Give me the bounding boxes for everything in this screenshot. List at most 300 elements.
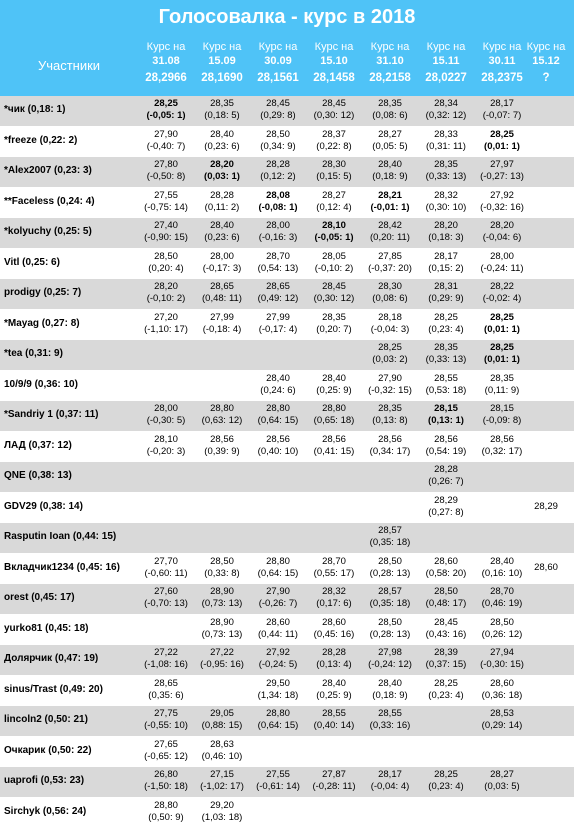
forecast-cell [362,342,418,366]
column-actual-rate: 28,2966 [145,72,187,84]
forecast-score: (-0,18: 4) [202,323,242,335]
forecast-score: (0,30: 12) [313,293,355,304]
column-date: 31.10 [376,55,404,67]
forecast-value: 28,50 [434,586,458,597]
forecast-score: (-0,16: 3) [258,232,298,243]
forecast-cell [474,373,530,397]
column-date: 30.11 [488,55,516,67]
forecast-cell [474,769,530,793]
forecast-value: 28,28 [210,189,234,201]
forecast-score: (0,23: 4) [428,781,464,792]
forecast-cell [474,98,530,122]
forecast-cell [418,434,474,458]
forecast-cell [194,708,250,732]
forecast-cell [306,403,362,427]
forecast-value: 28,25 [154,98,178,109]
forecast-value: 28,60 [534,561,558,573]
forecast-score: (0,03: 2) [372,354,408,365]
table-row [0,188,574,219]
table-header [0,0,574,96]
forecast-value: 28,17 [378,769,402,780]
participant-name: *kolyuchy (0,25: 5) [4,226,92,237]
forecast-value: 28,21 [378,189,402,201]
forecast-value: 28,35 [490,372,514,384]
participant-name: *чик (0,18: 1) [4,104,66,115]
table-row [0,554,574,585]
forecast-score: (0,48: 17) [425,598,467,609]
table-row [0,157,574,188]
table-row [0,493,574,524]
forecast-value: 28,10 [154,433,178,445]
forecast-cell [194,129,250,153]
forecast-cell [250,678,306,702]
forecast-cell [250,403,306,427]
column-label: Курс на [202,41,242,53]
forecast-score: (0,26: 12) [481,628,523,640]
forecast-value: 27,80 [154,159,178,170]
column-date: 15.11 [432,55,460,67]
forecast-cell [306,617,362,641]
column-actual-rate: 28,1561 [257,72,299,84]
forecast-score: (0,11: 2) [204,201,240,213]
forecast-cell [250,251,306,275]
forecast-cell [518,501,574,513]
forecast-score: (0,50: 9) [148,811,184,823]
forecast-value: 28,17 [490,98,514,109]
participant-name: 10/9/9 (0,36: 10) [4,378,78,390]
forecast-score: (0,15: 2) [428,262,464,274]
forecast-score: (0,12: 2) [260,171,296,182]
forecast-cell [250,617,306,641]
forecast-score: (0,28: 13) [369,567,411,579]
forecast-cell [418,342,474,366]
participant-name: *Sandriy 1 (0,37: 11) [4,409,99,420]
forecast-value: 28,80 [154,799,178,811]
forecast-score: (0,23: 6) [204,140,240,152]
forecast-score: (-0,07: 7) [482,110,522,121]
forecast-value: 27,98 [378,647,402,658]
forecast-value: 29,50 [266,677,290,689]
table-row [0,127,574,158]
column-date: 30.09 [264,55,292,67]
column-date: 15.10 [320,55,348,67]
table-row [0,767,574,798]
forecast-value: 28,35 [210,98,234,109]
forecast-score: (-0,20: 3) [146,445,186,457]
forecast-value: 27,85 [378,250,402,262]
forecast-value: 28,15 [434,403,458,414]
forecast-value: 28,20 [210,159,234,170]
forecast-score: (0,29: 8) [260,110,296,121]
forecast-value: 28,05 [322,250,346,262]
forecast-score: (0,34: 17) [369,445,411,457]
forecast-value: 27,15 [210,769,234,780]
forecast-value: 28,30 [322,159,346,170]
forecast-cell [418,129,474,153]
forecast-cell [250,281,306,305]
participant-name: yurko81 (0,45: 18) [4,622,89,634]
participant-name: orest (0,45: 17) [4,592,75,603]
forecast-cell [138,647,194,671]
forecast-value: 28,10 [322,220,346,231]
forecast-score: (0,29: 9) [428,293,464,304]
forecast-score: (0,13: 1) [428,415,464,426]
forecast-value: 28,45 [322,281,346,292]
forecast-value: 28,00 [490,250,514,262]
participant-name: uaprofi (0,53: 23) [4,775,85,786]
forecast-value: 28,00 [266,220,290,231]
forecast-value: 28,55 [322,708,346,719]
table-row [0,218,574,249]
forecast-score: (0,64: 15) [257,415,299,426]
forecast-score: (0,63: 12) [201,415,243,426]
forecast-cell [194,800,250,824]
forecast-cell [306,98,362,122]
forecast-score: (0,46: 19) [481,598,523,609]
forecast-cell [194,556,250,580]
forecast-cell [418,312,474,336]
column-label: Курс на [146,41,186,53]
forecast-value: 28,45 [322,98,346,109]
forecast-score: (0,23: 6) [204,232,240,243]
forecast-cell [306,159,362,183]
forecast-score: (0,58: 20) [425,567,467,579]
forecast-cell [418,556,474,580]
forecast-value: 28,30 [378,281,402,292]
forecast-score: (0,40: 10) [257,445,299,457]
forecast-cell [418,190,474,214]
forecast-score: (0,28: 13) [369,628,411,640]
forecast-cell [306,312,362,336]
participant-name: *tea (0,31: 9) [4,348,63,359]
forecast-score: (0,18: 9) [372,689,408,701]
forecast-cell [306,586,362,610]
table-row [0,584,574,615]
forecast-cell [418,495,474,519]
forecast-cell [362,190,418,214]
column-label: Курс на [482,41,522,53]
forecast-score: (-1,50: 18) [144,781,188,792]
participant-name: QNE (0,38: 13) [4,470,72,481]
column-label: Курс на [370,41,410,53]
table-title: Голосовалка - курс в 2018 [158,6,416,28]
forecast-score: (-0,04: 6) [482,232,522,243]
forecast-score: (0,35: 6) [148,689,184,701]
forecast-score: (-0,95: 16) [200,659,244,670]
forecast-cell [362,556,418,580]
forecast-score: (0,13: 8) [372,415,408,426]
forecast-cell [194,617,250,641]
column-date: 15.09 [208,55,236,67]
forecast-value: 28,25 [490,342,514,353]
participant-name: *Alex2007 (0,23: 3) [4,165,92,176]
forecast-cell [362,312,418,336]
forecast-cell [138,129,194,153]
forecast-score: (0,45: 16) [313,628,355,640]
forecast-score: (0,29: 14) [481,720,523,731]
forecast-value: 27,90 [266,586,290,597]
forecast-value: 28,60 [490,677,514,689]
forecast-score: (-0,70: 13) [144,598,188,609]
forecast-score: (-0,02: 4) [482,293,522,304]
forecast-value: 28,35 [378,403,402,414]
forecast-cell [362,220,418,244]
forecast-cell [306,373,362,397]
forecast-score: (0,33: 8) [204,567,240,579]
forecast-value: 28,60 [266,616,290,628]
forecast-score: (0,20: 11) [370,232,410,243]
forecast-score: (1,03: 18) [201,811,243,823]
participant-name: ЛАД (0,37: 12) [4,439,72,451]
forecast-value: 28,20 [154,281,178,292]
forecast-value: 27,87 [322,769,346,780]
table-row [0,615,574,646]
forecast-value: 28,28 [266,159,290,170]
forecast-cell [194,586,250,610]
forecast-score: (0,33: 13) [425,171,467,182]
forecast-value: 28,50 [154,250,178,262]
forecast-score: (-0,17: 4) [258,323,298,335]
forecast-score: (0,25: 9) [316,689,352,701]
forecast-cell [306,647,362,671]
forecast-value: 28,40 [266,372,290,384]
forecast-cell [194,190,250,214]
forecast-value: 28,00 [210,250,234,262]
forecast-value: 28,56 [378,433,402,445]
forecast-cell [138,739,194,763]
forecast-score: (-0,30: 15) [480,659,524,670]
forecast-value: 27,55 [266,769,290,780]
forecast-value: 28,40 [322,372,346,384]
forecast-cell [418,98,474,122]
table-row [0,96,574,127]
forecast-cell [138,251,194,275]
forecast-value: 27,90 [154,128,178,140]
forecast-cell [194,281,250,305]
forecast-value: 28,20 [434,220,458,231]
forecast-cell [362,769,418,793]
forecast-cell [138,403,194,427]
forecast-score: (-0,37: 20) [368,262,412,274]
forecast-score: (-0,55: 10) [144,720,188,731]
forecast-value: 28,65 [154,677,178,689]
forecast-value: 28,60 [322,616,346,628]
forecast-cell [306,220,362,244]
forecast-value: 28,39 [434,647,458,658]
forecast-value: 29,05 [210,708,234,719]
forecast-cell [418,647,474,671]
forecast-value: 28,65 [210,281,234,292]
forecast-value: 28,25 [434,311,458,323]
forecast-value: 28,35 [378,98,402,109]
column-header [518,40,574,85]
column-label: Курс на [258,41,298,53]
forecast-value: 28,56 [490,433,514,445]
forecast-value: 28,27 [322,189,346,201]
forecast-score: (-0,75: 14) [144,201,188,213]
table-row [0,523,574,554]
forecast-score: (0,54: 13) [257,262,299,274]
forecast-cell [362,586,418,610]
forecast-cell [250,556,306,580]
participant-name: Sirchyk (0,56: 24) [4,805,87,817]
forecast-score: (0,34: 9) [260,140,296,152]
column-actual-rate: 28,1458 [313,72,355,84]
forecast-score: (1,34: 18) [257,689,299,701]
forecast-cell [138,769,194,793]
forecast-value: 28,63 [210,738,234,750]
forecast-value: 28,40 [378,159,402,170]
forecast-value: 28,40 [210,128,234,140]
participant-name: Rasputin Ioan (0,44: 15) [4,531,117,542]
forecast-score: (0,15: 5) [316,171,352,182]
forecast-value: 28,35 [322,311,346,323]
forecast-value: 28,56 [210,433,234,445]
forecast-cell [474,190,530,214]
forecast-cell [194,251,250,275]
forecast-value: 28,18 [378,311,402,323]
forecast-cell [194,98,250,122]
table-row [0,798,574,829]
column-actual-rate: 28,0227 [425,72,467,84]
forecast-score: (-0,05: 1) [146,110,186,121]
forecast-cell [362,708,418,732]
forecast-value: 28,80 [266,708,290,719]
table-row [0,706,574,737]
forecast-value: 28,53 [490,708,514,719]
table-row [0,310,574,341]
forecast-score: (-0,26: 7) [258,598,298,609]
forecast-value: 27,70 [154,555,178,567]
forecast-value: 28,80 [210,403,234,414]
forecast-score: (-1,08: 16) [144,659,188,670]
forecast-cell [250,769,306,793]
forecast-value: 28,29 [534,500,558,512]
forecast-score: (-0,08: 1) [258,201,298,213]
forecast-value: 28,22 [490,281,514,292]
forecast-value: 28,32 [434,189,458,201]
forecast-score: (0,22: 8) [316,140,352,152]
forecast-score: (0,73: 13) [201,598,243,609]
forecast-cell [418,373,474,397]
forecast-cell [194,647,250,671]
participant-name: **Faceless (0,24: 4) [4,195,95,207]
forecast-value: 28,50 [378,555,402,567]
forecast-cell [194,739,250,763]
forecast-cell [362,403,418,427]
forecast-value: 28,40 [210,220,234,231]
forecast-value: 28,40 [490,555,514,567]
forecast-score: (0,37: 15) [425,659,467,670]
column-label: Курс на [426,41,466,53]
forecast-value: 28,25 [490,311,514,323]
forecast-score: (-0,04: 3) [370,323,410,335]
forecast-cell [138,434,194,458]
forecast-cell [250,434,306,458]
forecast-cell [362,525,418,549]
forecast-score: (-0,04: 4) [370,781,410,792]
participant-name: prodigy (0,25: 7) [4,287,82,298]
table-row [0,432,574,463]
forecast-cell [138,678,194,702]
forecast-score: (-0,24: 12) [368,659,412,670]
table-row [0,676,574,707]
table-row [0,371,574,402]
forecast-cell [362,647,418,671]
forecast-cell [250,190,306,214]
forecast-value: 28,34 [434,98,458,109]
forecast-score: (0,41: 15) [313,445,355,457]
forecast-cell [250,586,306,610]
forecast-cell [194,159,250,183]
forecast-value: 28,25 [378,342,402,353]
forecast-cell [362,617,418,641]
forecast-value: 28,17 [434,250,458,262]
forecast-cell [194,220,250,244]
forecast-cell [474,251,530,275]
forecast-cell [474,129,530,153]
participant-name: Долярчик (0,47: 19) [4,653,99,664]
forecast-score: (-1,02: 17) [200,781,244,792]
forecast-score: (0,31: 11) [426,140,466,152]
forecast-cell [306,769,362,793]
forecast-score: (0,73: 13) [201,628,243,640]
table-row [0,249,574,280]
forecast-value: 28,90 [210,586,234,597]
forecast-cell [418,464,474,488]
forecast-value: 28,45 [434,616,458,628]
forecast-value: 28,55 [378,708,402,719]
column-date: 31.08 [152,55,180,67]
forecast-cell [138,281,194,305]
forecast-score: (-0,60: 11) [144,567,188,579]
column-header [138,40,194,85]
forecast-score: (-0,27: 13) [480,171,524,182]
forecast-cell [194,434,250,458]
forecast-value: 28,29 [434,494,458,506]
forecast-score: (-0,28: 11) [312,781,356,792]
table-row [0,645,574,676]
forecast-cell [250,98,306,122]
forecast-value: 28,56 [434,433,458,445]
forecast-score: (0,55: 17) [313,567,355,579]
forecast-value: 27,97 [490,159,514,170]
forecast-value: 28,25 [434,769,458,780]
forecast-score: (0,32: 17) [481,445,523,457]
forecast-score: (-0,30: 5) [146,415,186,426]
forecast-value: 27,90 [378,372,402,384]
forecast-value: 28,42 [378,220,402,231]
forecast-score: (0,05: 5) [372,140,408,152]
column-header [250,40,306,85]
forecast-score: (-0,32: 16) [480,201,524,213]
forecast-score: (0,18: 5) [204,110,240,121]
forecast-cell [474,281,530,305]
forecast-cell [362,281,418,305]
forecast-value: 28,56 [266,433,290,445]
forecast-value: 28,55 [434,372,458,384]
forecast-value: 28,70 [490,586,514,597]
forecast-value: 27,55 [154,189,178,201]
table-row [0,737,574,768]
forecast-cell [474,159,530,183]
forecast-value: 26,80 [154,769,178,780]
forecast-score: (-1,10: 17) [144,323,188,335]
forecast-score: (-0,09: 8) [482,415,522,426]
forecast-value: 29,20 [210,799,234,811]
forecast-score: (0,16: 10) [481,567,523,579]
forecast-cell [306,190,362,214]
